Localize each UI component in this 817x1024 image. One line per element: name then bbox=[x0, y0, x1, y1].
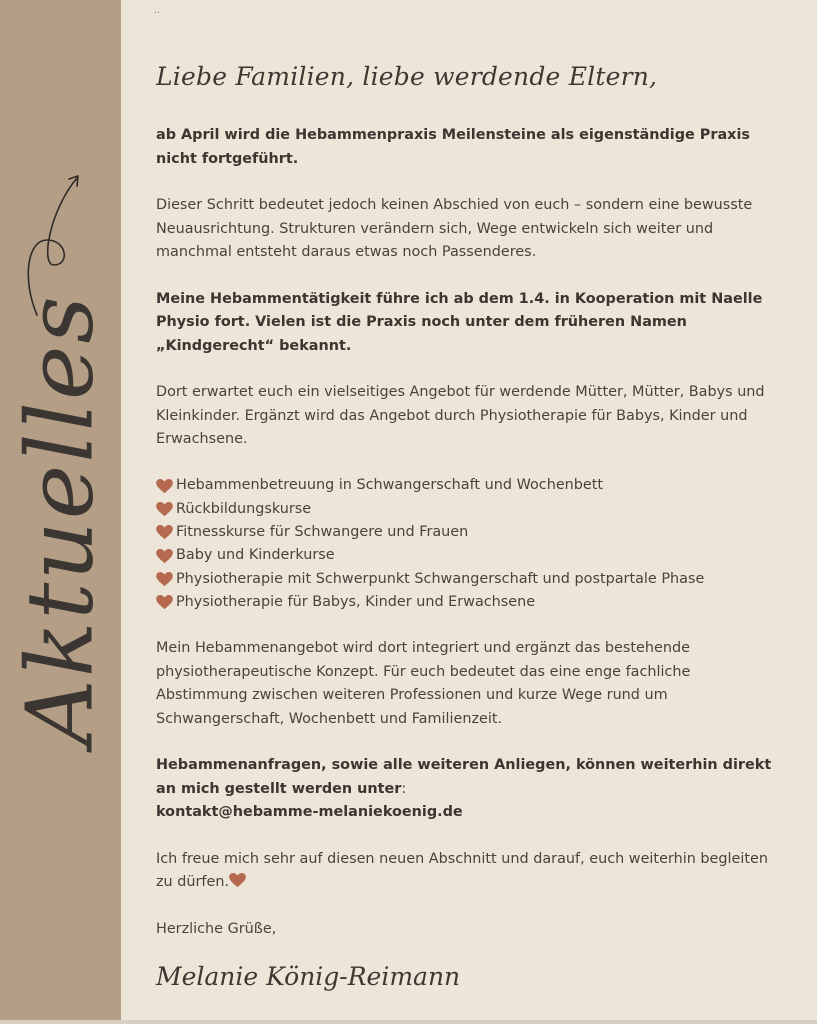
contact-colon: : bbox=[401, 780, 407, 797]
heart-icon bbox=[156, 479, 173, 494]
offer-label: Rückbildungskurse bbox=[176, 500, 312, 517]
list-item bbox=[156, 521, 781, 544]
heart-icon bbox=[156, 572, 173, 587]
offer-label: Physiotherapie für Babys, Kinder und Erwachsene bbox=[176, 593, 536, 610]
list-item bbox=[156, 544, 781, 567]
heart-icon bbox=[156, 502, 173, 517]
offer-label: Fitnesskurse für Schwangere und Frauen bbox=[176, 524, 469, 540]
paragraph-offers-intro: Dort erwartet euch ein vielseitiges Angebot für werdende Mütter, Mütter, Babys und Kleinkinder. Ergänzt wird das Angebot durch Physiotherapie für Babys, Kinder und Erwachsene. bbox=[156, 384, 765, 447]
offer-label: Baby und Kinderkurse bbox=[176, 547, 335, 564]
intro-paragraph: ab April wird die Hebammenpraxis Meilensteine als eigenständige Praxis nicht fortgeführt. bbox=[156, 127, 750, 167]
heart-icon bbox=[156, 525, 173, 540]
offers-list bbox=[156, 475, 781, 615]
list-item bbox=[156, 591, 781, 614]
heart-icon bbox=[229, 873, 246, 888]
closing-paragraph bbox=[156, 848, 781, 895]
email-link[interactable]: kontakt@hebamme-melaniekoenig.de bbox=[156, 804, 463, 821]
paragraph-new-direction: Dieser Schritt bedeutet jedoch keinen Abschied von euch – sondern eine bewusste Neuausrichtung. Strukturen verändern sich, Wege entwickeln sich weiter und manchmal entsteht daraus etwas noch Passenderes. bbox=[156, 197, 753, 260]
offer-label: Hebammenbetreuung in Schwangerschaft und Wochenbett bbox=[176, 477, 604, 494]
regards: Herzliche Grüße, bbox=[156, 920, 277, 937]
signature: Melanie König-Reimann bbox=[156, 962, 461, 991]
offer-label: Physiotherapie mit Schwerpunkt Schwangerschaft und postpartale Phase bbox=[176, 570, 705, 587]
contact-text: Hebammenanfragen, sowie alle weiteren Anliegen, können weiterhin direkt an mich gestellt werden unter bbox=[156, 757, 772, 797]
heart-icon bbox=[156, 549, 173, 564]
sidebar-title: Aktuelles bbox=[6, 294, 114, 746]
heart-icon bbox=[156, 595, 173, 610]
sidebar-band bbox=[0, 0, 121, 1024]
corner-mark: ·· bbox=[154, 8, 161, 19]
letter-greeting: Liebe Familien, liebe werdende Eltern, bbox=[156, 62, 658, 91]
letter-body bbox=[156, 124, 781, 941]
closing-text: Ich freue mich sehr auf diesen neuen Abschnitt und darauf, euch weiterhin begleiten zu dürfen. bbox=[156, 850, 768, 891]
list-item bbox=[156, 498, 781, 521]
bottom-edge bbox=[0, 1020, 817, 1024]
cooperation-paragraph: Meine Hebammentätigkeit führe ich ab dem 1.4. in Kooperation mit Naelle Physio fort. Vielen ist die Praxis noch unter dem früheren Namen „Kindgerecht“ bekannt. bbox=[156, 290, 763, 354]
list-item bbox=[156, 568, 781, 591]
contact-paragraph bbox=[156, 754, 781, 825]
list-item bbox=[156, 475, 781, 498]
paragraph-integration: Mein Hebammenangebot wird dort integriert und ergänzt das bestehende physiotherapeutische Konzept. Für euch bedeutet das eine enge fachliche Abstimmung zwischen weiteren Professionen und kurze Wege rund um Schwangerschaft, Wochenbett und Familienzeit. bbox=[156, 640, 691, 727]
